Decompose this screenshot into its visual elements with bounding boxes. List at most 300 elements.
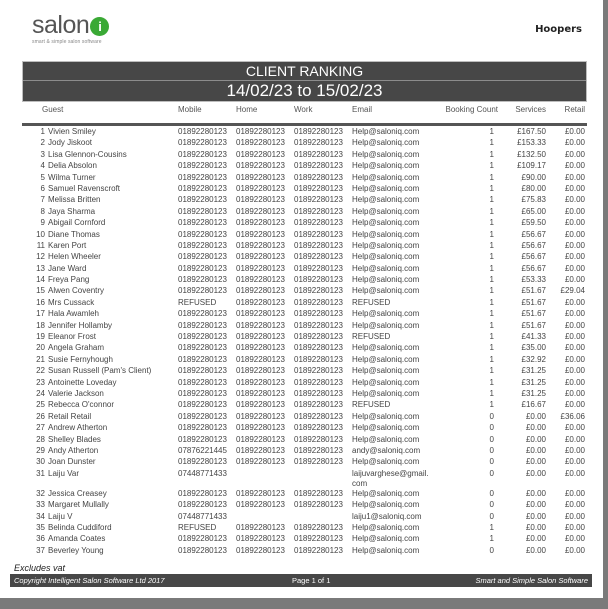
home-cell: 01892280123 — [236, 343, 285, 353]
mobile-cell: 07448771433 — [178, 511, 227, 521]
home-cell: 01892280123 — [236, 229, 285, 239]
rank-number: 17 — [36, 309, 45, 319]
table-row — [22, 309, 587, 320]
guest-cell — [22, 173, 176, 184]
guest-cell — [22, 512, 176, 523]
services-cell: £153.33 — [517, 138, 546, 148]
column-header-home: Home — [236, 104, 258, 114]
work-cell: 01892280123 — [294, 423, 343, 433]
mobile-cell: 01892280123 — [178, 366, 227, 376]
guest-cell — [22, 127, 176, 138]
home-cell: 01892280123 — [236, 183, 285, 193]
page-footer — [10, 574, 592, 587]
home-cell: 01892280123 — [236, 445, 285, 455]
table-row — [22, 500, 587, 511]
report-date-range: 14/02/23 to 15/02/23 — [226, 81, 383, 100]
bookings-cell: 0 — [489, 457, 494, 467]
table-row — [22, 207, 587, 218]
retail-cell: £0.00 — [564, 366, 585, 376]
email-cell: Help@saloniq.com — [352, 488, 420, 498]
retail-cell: £0.00 — [564, 252, 585, 262]
email-cell: Help@saloniq.com — [352, 343, 420, 353]
retail-cell: £0.00 — [564, 468, 585, 478]
home-cell: 01892280123 — [236, 161, 285, 171]
guest-cell — [22, 457, 176, 468]
work-cell: 01892280123 — [294, 522, 343, 532]
bookings-cell: 1 — [489, 263, 494, 273]
rank-number: 29 — [36, 445, 45, 455]
work-cell: 01892280123 — [294, 297, 343, 307]
work-cell: 01892280123 — [294, 309, 343, 319]
services-cell: £56.67 — [521, 252, 546, 262]
email-cell: Help@saloniq.com — [352, 434, 420, 444]
mobile-cell: 07876221445 — [178, 445, 227, 455]
bookings-cell: 0 — [489, 434, 494, 444]
mobile-cell: 01892280123 — [178, 534, 227, 544]
table-row — [22, 321, 587, 332]
rank-number: 10 — [36, 229, 45, 239]
email-cell: Help@saloniq.com — [352, 320, 420, 330]
mobile-cell: 01892280123 — [178, 400, 227, 410]
bookings-cell: 0 — [489, 511, 494, 521]
email-cell: Help@saloniq.com — [352, 138, 420, 148]
rank-number: 23 — [36, 377, 45, 387]
client-ranking-table — [22, 100, 587, 557]
mobile-cell: REFUSED — [178, 522, 217, 532]
guest-cell — [22, 241, 176, 252]
mobile-cell: 01892280123 — [178, 500, 227, 510]
table-row — [22, 241, 587, 252]
email-cell: Help@saloniq.com — [352, 229, 420, 239]
services-cell: £0.00 — [525, 488, 546, 498]
table-row — [22, 523, 587, 534]
bookings-cell: 1 — [489, 286, 494, 296]
retail-cell: £0.00 — [564, 332, 585, 342]
mobile-cell: 01892280123 — [178, 354, 227, 364]
guest-cell — [22, 298, 176, 309]
guest-name: Angela Graham — [48, 343, 105, 353]
email-cell: Help@saloniq.com — [352, 309, 420, 319]
table-row — [22, 332, 587, 343]
guest-name: Vivien Smiley — [48, 127, 96, 136]
rank-number: 8 — [40, 206, 45, 216]
guest-cell — [22, 389, 176, 400]
work-cell: 01892280123 — [294, 127, 343, 136]
email-cell: Help@saloniq.com — [352, 206, 420, 216]
work-cell: 01892280123 — [294, 434, 343, 444]
guest-name: Hala Awamleh — [48, 309, 99, 319]
table-row — [22, 423, 587, 434]
services-cell: £35.00 — [521, 343, 546, 353]
services-cell: £109.17 — [517, 161, 546, 171]
rank-number: 20 — [36, 343, 45, 353]
table-row — [22, 230, 587, 241]
services-cell: £31.25 — [521, 377, 546, 387]
home-cell: 01892280123 — [236, 252, 285, 262]
rank-number: 36 — [36, 534, 45, 544]
home-cell: 01892280123 — [236, 411, 285, 421]
home-cell: 01892280123 — [236, 218, 285, 228]
work-cell: 01892280123 — [294, 218, 343, 228]
services-cell: £51.67 — [521, 297, 546, 307]
work-cell: 01892280123 — [294, 286, 343, 296]
home-cell: 01892280123 — [236, 149, 285, 159]
home-cell: 01892280123 — [236, 434, 285, 444]
home-cell: 01892280123 — [236, 500, 285, 510]
bookings-cell: 1 — [489, 366, 494, 376]
mobile-cell: 01892280123 — [178, 172, 227, 182]
guest-name: Susie Fernyhough — [48, 354, 113, 364]
home-cell: 01892280123 — [236, 400, 285, 410]
work-cell: 01892280123 — [294, 445, 343, 455]
mobile-cell: 01892280123 — [178, 183, 227, 193]
table-header-row — [22, 100, 587, 118]
saloniq-logo — [32, 12, 109, 45]
bookings-cell: 1 — [489, 297, 494, 307]
home-cell: 01892280123 — [236, 457, 285, 467]
column-header-services: Services — [515, 104, 546, 114]
bookings-cell: 1 — [489, 172, 494, 182]
retail-cell: £0.00 — [564, 309, 585, 319]
table-row — [22, 173, 587, 184]
guest-cell — [22, 218, 176, 229]
services-cell: £41.33 — [521, 332, 546, 342]
rank-number: 31 — [36, 468, 45, 478]
services-cell: £0.00 — [525, 545, 546, 555]
retail-cell: £0.00 — [564, 297, 585, 307]
column-header-booking-count: Booking Count — [445, 104, 498, 114]
rank-number: 37 — [36, 545, 45, 555]
bookings-cell: 1 — [489, 218, 494, 228]
table-row — [22, 195, 587, 206]
table-body — [22, 127, 587, 557]
mobile-cell: 07448771433 — [178, 468, 227, 478]
table-row — [22, 446, 587, 457]
guest-cell — [22, 332, 176, 343]
table-row — [22, 546, 587, 557]
guest-cell — [22, 378, 176, 389]
email-cell: Help@saloniq.com — [352, 423, 420, 433]
services-cell: £53.33 — [521, 275, 546, 285]
retail-cell: £0.00 — [564, 183, 585, 193]
guest-cell — [22, 400, 176, 411]
rank-number: 6 — [40, 183, 45, 193]
rank-number: 13 — [36, 263, 45, 273]
mobile-cell: 01892280123 — [178, 377, 227, 387]
home-cell: 01892280123 — [236, 275, 285, 285]
home-cell: 01892280123 — [236, 423, 285, 433]
bookings-cell: 1 — [489, 206, 494, 216]
email-cell: REFUSED — [352, 332, 391, 342]
work-cell: 01892280123 — [294, 149, 343, 159]
mobile-cell: 01892280123 — [178, 286, 227, 296]
work-cell — [292, 469, 350, 489]
rank-number: 26 — [36, 411, 45, 421]
guest-name: Jody Jiskoot — [48, 138, 93, 148]
retail-cell: £0.00 — [564, 457, 585, 467]
services-cell: £56.67 — [521, 263, 546, 273]
bookings-cell: 1 — [489, 400, 494, 410]
guest-name: Mrs Cussack — [48, 297, 95, 307]
guest-name: Rebecca O'connor — [48, 400, 115, 410]
email-cell: Help@saloniq.com — [352, 377, 420, 387]
retail-cell: £0.00 — [564, 423, 585, 433]
rank-number: 22 — [36, 366, 45, 376]
guest-cell — [22, 161, 176, 172]
email-cell: Help@saloniq.com — [352, 366, 420, 376]
retail-cell: £0.00 — [564, 511, 585, 521]
email-cell: Help@saloniq.com — [352, 286, 420, 296]
bookings-cell: 1 — [489, 377, 494, 387]
email-cell: Help@saloniq.com — [352, 195, 420, 205]
work-cell: 01892280123 — [294, 366, 343, 376]
rank-number: 28 — [36, 434, 45, 444]
bookings-cell: 1 — [489, 229, 494, 239]
bookings-cell: 1 — [489, 138, 494, 148]
retail-cell: £0.00 — [564, 263, 585, 273]
retail-cell: £0.00 — [564, 218, 585, 228]
home-cell: 01892280123 — [236, 388, 285, 398]
rank-number: 14 — [36, 275, 45, 285]
mobile-cell: 01892280123 — [178, 206, 227, 216]
retail-cell: £0.00 — [564, 354, 585, 364]
email-cell: laijuvarghese@gmail.com — [352, 468, 429, 488]
services-cell: £51.67 — [521, 286, 546, 296]
home-cell: 01892280123 — [236, 240, 285, 250]
retail-cell: £0.00 — [564, 206, 585, 216]
bookings-cell: 0 — [489, 488, 494, 498]
mobile-cell: REFUSED — [178, 297, 217, 307]
guest-cell — [22, 252, 176, 263]
viewer-scrollbar-edge — [603, 0, 608, 609]
services-cell: £59.50 — [521, 218, 546, 228]
services-cell: £65.00 — [521, 206, 546, 216]
table-row — [22, 298, 587, 309]
retail-cell: £0.00 — [564, 161, 585, 171]
table-row — [22, 264, 587, 275]
home-cell: 01892280123 — [236, 545, 285, 555]
table-row — [22, 378, 587, 389]
email-cell: Help@saloniq.com — [352, 161, 420, 171]
bookings-cell: 1 — [489, 149, 494, 159]
services-cell: £167.50 — [517, 127, 546, 136]
table-row — [22, 389, 587, 400]
bookings-cell: 1 — [489, 332, 494, 342]
retail-cell: £0.00 — [564, 400, 585, 410]
email-cell: Help@saloniq.com — [352, 218, 420, 228]
home-cell: 01892280123 — [236, 534, 285, 544]
mobile-cell: 01892280123 — [178, 434, 227, 444]
report-banner — [22, 61, 587, 102]
work-cell: 01892280123 — [294, 500, 343, 510]
guest-cell — [22, 435, 176, 446]
guest-name: Laiju V — [48, 511, 73, 521]
table-row — [22, 138, 587, 149]
rank-number: 5 — [40, 172, 45, 182]
email-cell: Help@saloniq.com — [352, 172, 420, 182]
table-row — [22, 366, 587, 377]
services-cell: £0.00 — [525, 423, 546, 433]
rank-number: 32 — [36, 488, 45, 498]
work-cell: 01892280123 — [294, 411, 343, 421]
work-cell: 01892280123 — [294, 388, 343, 398]
logo-i-icon: i — [90, 17, 109, 36]
rank-number: 24 — [36, 388, 45, 398]
retail-cell: £0.00 — [564, 275, 585, 285]
rank-number: 1 — [40, 127, 45, 136]
mobile-cell: 01892280123 — [178, 488, 227, 498]
rank-number: 2 — [40, 138, 45, 148]
email-cell: Help@saloniq.com — [352, 252, 420, 262]
retail-cell: £0.00 — [564, 343, 585, 353]
rank-number: 9 — [40, 218, 45, 228]
home-cell: 01892280123 — [236, 320, 285, 330]
retail-cell: £0.00 — [564, 320, 585, 330]
bookings-cell: 1 — [489, 522, 494, 532]
bookings-cell: 0 — [489, 423, 494, 433]
guest-name: Abigail Cornford — [48, 218, 106, 228]
bookings-cell: 1 — [489, 309, 494, 319]
guest-name: Joan Dunster — [48, 457, 96, 467]
work-cell: 01892280123 — [294, 229, 343, 239]
bookings-cell: 1 — [489, 320, 494, 330]
table-row — [22, 343, 587, 354]
bookings-cell: 1 — [489, 354, 494, 364]
mobile-cell: 01892280123 — [178, 343, 227, 353]
services-cell: £90.00 — [521, 172, 546, 182]
guest-name: Helen Wheeler — [48, 252, 101, 262]
column-header-mobile: Mobile — [178, 104, 202, 114]
services-cell: £31.25 — [521, 388, 546, 398]
guest-name: Delia Absolon — [48, 161, 97, 171]
guest-name: Jaya Sharma — [48, 206, 96, 216]
guest-cell — [22, 469, 176, 489]
work-cell: 01892280123 — [294, 332, 343, 342]
retail-cell: £0.00 — [564, 388, 585, 398]
services-cell: £31.25 — [521, 366, 546, 376]
guest-cell — [22, 138, 176, 149]
guest-name: Jennifer Hollamby — [48, 320, 113, 330]
bookings-cell: 0 — [489, 468, 494, 478]
email-cell: Help@saloniq.com — [352, 500, 420, 510]
home-cell: 01892280123 — [236, 206, 285, 216]
work-cell: 01892280123 — [294, 252, 343, 262]
work-cell: 01892280123 — [294, 263, 343, 273]
guest-cell — [22, 355, 176, 366]
work-cell: 01892280123 — [294, 275, 343, 285]
retail-cell: £0.00 — [564, 240, 585, 250]
table-row — [22, 534, 587, 545]
home-cell: 01892280123 — [236, 195, 285, 205]
bookings-cell: 1 — [489, 388, 494, 398]
retail-cell: £36.06 — [560, 411, 585, 421]
work-cell: 01892280123 — [294, 172, 343, 182]
table-row — [22, 218, 587, 229]
guest-name: Belinda Cuddiford — [48, 522, 112, 532]
mobile-cell: 01892280123 — [178, 218, 227, 228]
retail-cell: £0.00 — [564, 500, 585, 510]
services-cell: £0.00 — [525, 434, 546, 444]
mobile-cell: 01892280123 — [178, 127, 227, 136]
viewer-background — [0, 598, 608, 609]
bookings-cell: 1 — [489, 127, 494, 136]
table-row — [22, 469, 587, 489]
services-cell: £75.83 — [521, 195, 546, 205]
home-cell: 01892280123 — [236, 354, 285, 364]
guest-name: Beverley Young — [48, 545, 104, 555]
retail-cell: £0.00 — [564, 127, 585, 136]
work-cell: 01892280123 — [294, 534, 343, 544]
services-cell: £0.00 — [525, 445, 546, 455]
table-row — [22, 286, 587, 297]
table-row — [22, 161, 587, 172]
table-row — [22, 275, 587, 286]
rank-number: 3 — [40, 149, 45, 159]
home-cell: 01892280123 — [236, 488, 285, 498]
guest-name: Jane Ward — [48, 263, 87, 273]
rank-number: 7 — [40, 195, 45, 205]
email-cell: Help@saloniq.com — [352, 545, 420, 555]
guest-cell — [22, 275, 176, 286]
mobile-cell: 01892280123 — [178, 229, 227, 239]
guest-cell — [22, 207, 176, 218]
services-cell: £0.00 — [525, 534, 546, 544]
services-cell: £0.00 — [525, 457, 546, 467]
guest-name: Retail Retail — [48, 411, 92, 421]
mobile-cell: 01892280123 — [178, 320, 227, 330]
retail-cell: £0.00 — [564, 172, 585, 182]
column-header-retail: Retail — [564, 104, 585, 114]
mobile-cell: 01892280123 — [178, 309, 227, 319]
guest-cell — [22, 412, 176, 423]
home-cell: 01892280123 — [236, 309, 285, 319]
email-cell: Help@saloniq.com — [352, 149, 420, 159]
rank-number: 30 — [36, 457, 45, 467]
email-cell: Help@saloniq.com — [352, 240, 420, 250]
email-cell: Help@saloniq.com — [352, 411, 420, 421]
mobile-cell: 01892280123 — [178, 545, 227, 555]
services-cell: £0.00 — [525, 511, 546, 521]
retail-cell: £29.04 — [560, 286, 585, 296]
guest-name: Antoinette Loveday — [48, 377, 117, 387]
work-cell: 01892280123 — [294, 206, 343, 216]
email-cell: Help@saloniq.com — [352, 388, 420, 398]
guest-cell — [22, 523, 176, 534]
work-cell: 01892280123 — [294, 138, 343, 148]
mobile-cell: 01892280123 — [178, 195, 227, 205]
table-row — [22, 512, 587, 523]
guest-cell — [22, 309, 176, 320]
guest-cell — [22, 150, 176, 161]
vat-note: Excludes vat — [14, 563, 66, 573]
bookings-cell: 0 — [489, 545, 494, 555]
email-cell: laiju1@saloniq.com — [352, 511, 422, 521]
email-cell: Help@saloniq.com — [352, 522, 420, 532]
email-cell: Help@saloniq.com — [352, 354, 420, 364]
guest-cell — [22, 264, 176, 275]
mobile-cell: 01892280123 — [178, 263, 227, 273]
mobile-cell: 01892280123 — [178, 275, 227, 285]
home-cell: 01892280123 — [236, 377, 285, 387]
retail-cell: £0.00 — [564, 522, 585, 532]
guest-cell — [22, 343, 176, 354]
services-cell: £0.00 — [525, 522, 546, 532]
table-row — [22, 435, 587, 446]
home-cell: 01892280123 — [236, 172, 285, 182]
table-row — [22, 184, 587, 195]
company-name: Hoopers — [535, 24, 582, 35]
guest-name: Samuel Ravenscroft — [48, 183, 121, 193]
